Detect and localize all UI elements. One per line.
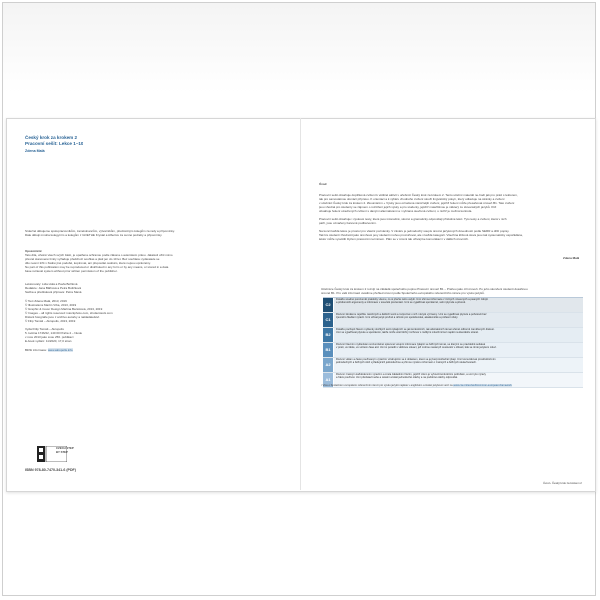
intro-paragraph-1: Pracovní sešit obsahuje doplňková cvičení k většině aktivit v učebnici Český krok za krokem 2. Tento učební materiál ne-hodí jak pro práci s lektorem, tak pro samostatnou domácí přípravu. K orientaci a k výběru vhodného cvičení slouží lingvistický pokyn, který odkazuje na stránky a cvičení v učebnici Český krok za krokem 2. Zkoumáním + Výuky jsou označena náročnější cvičení, jejichž řešení může přesahovat úroveň B1. Tato cvičení jsou vhodná pro studenty se zájmem o rozšíření jejich výuky a pro studenty, jejichž mateřštinou je některý ze slovanských jazyků. Klíč obsahuje řešení uzavřených cvičení s danými alternativami a i vybraná otevřená cvičení, u nichž je možná kontrola.: [319, 193, 518, 213]
logo-text: CZECH STEP BY STEP: [56, 447, 74, 454]
more-info: Bližší informace: www.akropolis.info: [25, 348, 73, 352]
book-spread: [6, 118, 596, 492]
publisher-block: Vydal Filip Tomáš – Akropolis 5. května 1746/22, 140 00 Praha 4 – Nusle v roce 2013 jako svou 256. publikaci E-book vydání: 11/2020, 17,0 stran: [25, 327, 83, 343]
thanks-text: Srdečně děkujeme spolupracovníkům, zaměstnancům, výtvarníkům, předmětným kolegům za rady a připomínky. Dále děkuji mnoha kolegyním a kolegům z GOETHE Krystal a Albertov za cenné podněty a připomínky.: [25, 229, 175, 237]
level-description: Dokáže pochopit hlavní myšlenky složitých textů týkajících se jak konkrétních, tak abstraktních témat včetně odborně zaměřených diskusí. Umí se vyjadřovat plynule a spontánně, takže může vést běžný rozhovor s rodilými mluvčími bez napětí na kterékoliv straně.: [334, 328, 583, 342]
level-description: Rozumí hlavním myšlenkám srozumitelné spisovné vstupní informace týkající se běžných témat, se kterými se pravidelně setkává v práci, ve škole, ve volném čase atd. Umí si poradit s většinou situací, jež mohou nastat při cestování v oblasti, kde se tímto jazykem mluví.: [334, 343, 583, 357]
level-row: [323, 313, 583, 328]
copyright-block: © Text Zdena Malá, 2013, 2019 © Illustrations Martin Vrba, 2013, 2019 © Graphic & Cover Design Martina Bartošová, 2013, 2019 © Images – all rights reserved: istockphoto.com, shutterstock.com Distant fotografie jsou z archivu autorky a nakladatelství. © Filip Tomáš – Akropolis, 2013, 2019: [25, 299, 113, 323]
signature: Zdena Malá: [563, 256, 580, 260]
footnote: ¹ Více o Společném evropském referenčním rámci pro výuku jazyků najdete v anglickém a české jazykové verzi na www.coe.int/en/web/common-european-framework: [321, 384, 512, 387]
credits: Lektorovaly: Lída Holá a Pavla Bořilová Redakce: Jana Bláhová a Petra Bulíčková Sazba a předtisková příprava: Petra Slaná: [25, 282, 82, 294]
level-row: [323, 343, 583, 358]
levels-intro: Učebnice Český krok za krokem 2 rozvíjí na základě společného popisu Pracovní úroveň B1 – Prahou jako cílí úroveň. Po jeho skončení studenti dosáhnou úrovně B1. Pro vaši informaci uvádíme přehled úrovní podle Společného evropského referenčního rámce pro výuku jazyků.: [321, 287, 528, 295]
level-badge: A2: [323, 358, 333, 372]
level-badge: B1: [323, 343, 333, 357]
cefr-levels-table: [323, 297, 583, 388]
level-description: Rozumí známým každodenním výrazům a zcela základním frázím, jejichž cílem je vyhovět konkrétním potřebám, a umí tyto výrazy a fráze používat. Umí představit sebe a ostatní a klást jednoduché otázky a na podobné otázky odpovídat.: [334, 373, 583, 387]
warning-text: Tato díla, včetně všech svých částí, je opatřena ochranou podle zákona o autorském právu. Jakékoli užití mimo přesně stanovené limity vyžaduje předchozí souhlas a platí jen do 10 let. Bez souhlasu vydavatele se dílo nesmí šířit v žádné jiné podobě, kopírovat, ani přeposílat osobám, které nejsou oprávněny. No part of this publication may be reproduced or distributed in any form or by any means, or stored in a data base retrieval system without prior written permission of the publisher.: [25, 253, 173, 273]
author-name: Zdena Malá: [25, 149, 45, 153]
level-badge: B2: [323, 328, 333, 342]
level-badge: A1: [323, 373, 333, 387]
top-background: [3, 3, 595, 93]
intro-paragraph-2: Pracovní sešit obsahuje i výukové testy, které jsou intonačně, slovně a gramaticky odpovídají příslušné lekci. Tyto testy a cvičení, která v nich patří, jsou označeny barevně podbarvením.: [319, 217, 507, 225]
level-description: Rozumí širokému rejstříku náročných a delších textů a rozpozná v nich i skryté významy. Umí se vyjadřovat plynule a pohotově bez zjevného hledání výrazů. Umí užívat jazyk pružně a účinně pro společenské, akademické a profesní účely.: [334, 313, 583, 327]
isbn: ISBN 978-80-7470-341-6 (PDF): [25, 468, 76, 472]
level-row: [323, 298, 583, 313]
level-badge: C2: [323, 298, 333, 312]
more-info-link[interactable]: www.akropolis.info: [47, 348, 73, 352]
intro-paragraph-3: Na konci každé lekce je prostor pro vlastní poznámky. V závěru je jednoduchý soupis úrovně jazykových dovedností podle SERR a dílčí popisy. Tak lze studenti zhodnotit jako úrovňové jevy studenti mohou procvičovat, ale v každé kategorii. Všechna klíčová slova jsou tak systematicky uspořádána, lektor může vysvětlit čtyřem pracovním termínem. Plán se v úrovni tak užívají ke komunikaci i v dalších úrovních.: [319, 229, 523, 241]
book-title: Český krok za krokem 2: [25, 135, 78, 140]
page-footer: Úvod › Český krok za krokem 2: [543, 481, 582, 485]
page-gutter: [300, 118, 301, 490]
level-description: Rozumí větám a často používaným výrazům vztahujícím se k oblastem, které se jej bezprostředně týkají. Umí komunikovat prostřednictvím jednoduchých a běžných úloh vyžadujících jednoduchou a přímou výměnu informací o známých a běžných skutečnostech.: [334, 358, 583, 372]
book-subtitle: Pracovní sešit: Lekce 1–10: [25, 141, 84, 146]
level-row: [323, 358, 583, 373]
level-row: [323, 328, 583, 343]
footnote-link[interactable]: www.coe.int/en/web/common-european-framework: [453, 384, 512, 387]
intro-heading: Úvod: [319, 182, 327, 186]
level-description: Dokáže snadno porozumět prakticky všemu, co si přečte nebo uslyší. Umí shrnout informace z různých mluvených a psaných zdrojů a přetlumočit argumenty a informace v souvislé prezentaci. Umí se vyjadřovat spontánně, velmi plynule a přesně.: [334, 298, 583, 312]
level-badge: C1: [323, 313, 333, 327]
warning-heading: Upozornění: [25, 249, 42, 253]
